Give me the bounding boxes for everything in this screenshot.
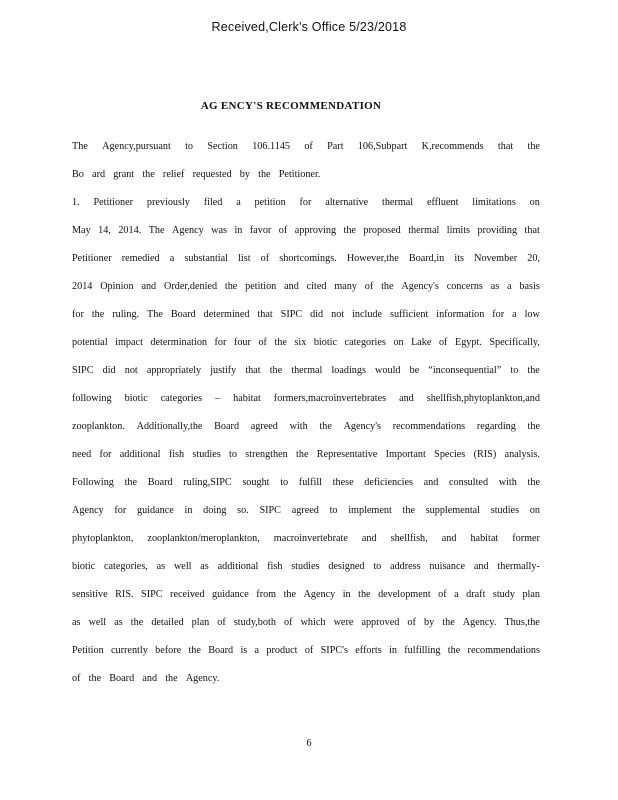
word: categories [344,337,386,348]
word: doing [203,505,227,516]
word: of [438,337,448,348]
word: Petitioner [72,253,112,264]
body-line [72,273,540,301]
word: former [512,533,540,544]
word: list [238,253,251,264]
body-line [72,441,540,469]
word: biotic [72,561,96,572]
body-line [72,581,540,609]
word: ruling. [112,309,140,320]
body-line [72,525,540,553]
word: SIPC [141,589,163,600]
word: zooplankton. [72,421,125,432]
word: consulted [449,477,489,488]
word: effluent [426,197,459,208]
word: with [498,477,517,488]
word: plan [191,617,210,628]
word: proposed [363,225,401,236]
word: habitat [233,393,261,404]
word: filed [203,197,223,208]
word: and [361,533,377,544]
word: the [319,421,332,432]
word: phytoplankton, [72,533,134,544]
word: as [200,561,209,572]
word: to [229,449,237,460]
word: for [114,505,127,516]
word: The [72,141,88,152]
word: additional [217,561,259,572]
word: recommendations [467,645,540,656]
word: detailed [151,617,184,628]
word: the [124,477,138,488]
word: and [441,533,457,544]
word: Bo [72,169,84,180]
word: was [211,225,227,236]
word: Agency [72,505,104,516]
word: of [260,253,270,264]
word: – [215,393,221,404]
word: additional [119,449,161,460]
word: 106,Subpart [357,141,408,152]
word: low [524,309,540,320]
word: by [239,169,250,180]
word: approving [294,225,337,236]
body-line [72,469,540,497]
word: The [148,225,165,236]
word: the [296,449,309,460]
word: Lake [411,337,432,348]
word: Order,denied [163,281,218,292]
word: The [147,309,163,320]
word: a [169,253,175,264]
word: before [155,645,182,656]
word: the [258,169,271,180]
word: ruling,SIPC [183,477,232,488]
word: and [423,477,439,488]
word: Following [72,477,114,488]
word: grant [113,169,135,180]
word: Egypt. [454,337,482,348]
word: “inconsequential” [428,365,502,376]
word: Petitioner. [278,169,321,180]
word: in [184,505,193,516]
word: that [524,225,540,236]
word: received [170,589,205,600]
word: from [256,589,277,600]
body-line [72,497,540,525]
word: shortcomings. [279,253,337,264]
section-heading: AG ENCY'S RECOMMENDATION [200,100,382,112]
word: determination [150,337,208,348]
body-line [72,133,540,161]
body-line [72,189,540,217]
word: SIPC [259,505,281,516]
word: regarding [476,421,516,432]
word: currently [111,645,148,656]
word: determined [203,309,250,320]
word: cited [306,281,327,292]
word: the [130,617,144,628]
word: petition [245,281,277,292]
body-line [72,329,540,357]
word: as [156,561,166,572]
word: as [490,281,500,292]
word: alternative [325,197,369,208]
word: Petition [72,645,104,656]
word: of [278,225,288,236]
word: May [72,225,91,236]
word: include [352,309,383,320]
word: fulfill [298,477,322,488]
word: efforts [355,645,382,656]
page-number: 6 [306,738,312,749]
word: of [258,337,267,348]
word: concerns [446,281,483,292]
word: to [510,365,519,376]
word: sufficient [390,309,429,320]
word: the [165,673,178,684]
word: nuisance [429,561,466,572]
word: on [529,197,540,208]
word: requested [192,169,232,180]
body-line [72,217,540,245]
word: biotic [313,337,338,348]
word: well [173,561,192,572]
word: of [217,617,226,628]
word: of [438,589,447,600]
word: impact [115,337,143,348]
word: studies [291,561,320,572]
word: following [72,393,112,404]
word: SIPC's [320,645,348,656]
body-line [72,161,540,189]
word: relief [162,169,185,180]
word: that [497,141,514,152]
word: be [409,365,420,376]
word: zooplankton/meroplankton, [147,533,260,544]
word: strengthen [245,449,288,460]
word: thermal [291,365,323,376]
word: for [72,309,84,320]
word: agreed [250,421,278,432]
word: However,the [346,253,399,264]
word: for [299,197,312,208]
word: sensitive [72,589,108,600]
word: product [266,645,298,656]
word: shellfish, [390,533,428,544]
word: RIS. [115,589,134,600]
word: a [507,281,512,292]
word: shellfish,phytoplankton,and [426,393,540,404]
word: favor [249,225,272,236]
word: categories [160,393,203,404]
word: thermal [408,225,440,236]
word: the [224,281,238,292]
document-body [72,133,540,693]
word: the [343,225,356,236]
word: SIPC [280,309,303,320]
word: the [188,645,201,656]
word: many [334,281,357,292]
word: Species [434,449,466,460]
word: Agency. [185,673,220,684]
word: 1. [72,197,80,208]
word: in [389,645,397,656]
word: and [141,281,157,292]
word: biotic [124,393,148,404]
word: as [114,617,123,628]
word: Specifically, [489,337,540,348]
word: agreed [291,505,319,516]
word: limits [446,225,471,236]
word: that [257,309,273,320]
word: the [402,505,415,516]
word: justify [210,365,237,376]
word: these [332,477,354,488]
word: 20, [527,253,540,264]
body-line [72,301,540,329]
word: limitations [472,197,516,208]
word: development [378,589,431,600]
word: Agency's [401,281,439,292]
word: the [447,645,461,656]
word: a [254,645,260,656]
word: so. [237,505,249,516]
word: to [329,505,338,516]
word: address [390,561,421,572]
word: Representative [316,449,378,460]
word: Board [208,645,234,656]
word: Agency,pursuant [102,141,171,152]
word: is [240,645,248,656]
word: of [304,141,313,152]
word: on [393,337,404,348]
word: information [436,309,485,320]
word: the [381,281,394,292]
body-line [72,609,540,637]
word: guidance [212,589,249,600]
word: the [442,617,455,628]
word: November [474,253,518,264]
word: Section [207,141,238,152]
word: a [454,589,459,600]
word: of [304,645,314,656]
word: petition [254,197,286,208]
word: a [512,309,517,320]
word: Board [214,421,240,432]
word: for [99,449,112,460]
word: the [527,421,540,432]
word: by [424,617,435,628]
word: 2014. [118,225,142,236]
word: studies [490,505,520,516]
word: implement [348,505,392,516]
word: were [333,617,354,628]
word: deficiencies [364,477,413,488]
word: Board,in [408,253,445,264]
word: that [245,365,261,376]
word: with [289,421,308,432]
word: studies [192,449,221,460]
word: supplemental [425,505,481,516]
word: well [88,617,107,628]
word: loadings [331,365,366,376]
word: of [364,281,374,292]
word: thermal [382,197,414,208]
word: Thus,the [504,617,540,628]
word: 2014 [72,281,93,292]
word: Agency. [462,617,497,628]
word: and [399,393,414,404]
word: 106.1145 [252,141,291,152]
word: Important [385,449,426,460]
word: in [234,225,243,236]
word: and [284,281,299,292]
word: and [142,673,158,684]
word: fish [168,449,185,460]
word: of [284,617,293,628]
word: not [124,365,138,376]
word: would [375,365,401,376]
body-line [72,553,540,581]
word: approved [361,617,400,628]
word: K,recommends [421,141,484,152]
word: Agency's [343,421,382,432]
word: basis [519,281,540,292]
word: to [373,561,382,572]
word: sought [242,477,270,488]
body-line [72,665,540,693]
word: study,both [233,617,276,628]
word: which [300,617,326,628]
word: thermally- [497,561,540,572]
word: the [527,477,540,488]
word: did [310,309,324,320]
word: the [527,141,540,152]
word: of [407,617,416,628]
word: habitat [470,533,499,544]
word: the [527,365,540,376]
word: of [72,673,81,684]
word: potential [72,337,108,348]
word: four [233,337,251,348]
word: formers,macroinvertebrates [273,393,387,404]
word: for [492,309,505,320]
word: fish [267,561,283,572]
word: the [283,589,297,600]
body-line [72,385,540,413]
word: Opinion [100,281,134,292]
body-line [72,637,540,665]
word: Petitioner [93,197,134,208]
word: in [342,589,351,600]
word: Part [327,141,344,152]
word: plan [522,589,540,600]
word: macroinvertebrate [273,533,348,544]
word: providing [477,225,518,236]
word: draft [466,589,486,600]
body-line [72,245,540,273]
word: analysis. [504,449,540,460]
word: the [274,337,287,348]
word: did [102,365,116,376]
word: Board [147,477,173,488]
word: the [358,589,371,600]
word: ard [92,169,106,180]
word: recommendations [392,421,466,432]
word: as [72,617,81,628]
body-line [72,357,540,385]
word: for [214,337,227,348]
word: on [529,505,540,516]
word: Agency [172,225,204,236]
word: remedied [121,253,160,264]
word: SIPC [72,365,94,376]
word: designed [328,561,365,572]
word: six [294,337,307,348]
word: study [492,589,515,600]
word: 14, [98,225,111,236]
word: not [331,309,345,320]
word: previously [146,197,190,208]
word: Agency [303,589,336,600]
word: guidance [137,505,174,516]
word: appropriately [146,365,202,376]
word: to [185,141,194,152]
word: the [269,365,283,376]
word: fulfilling [404,645,441,656]
word: (RIS) [473,449,497,460]
word: and [473,561,489,572]
word: Board [170,309,196,320]
received-stamp: Received,Clerk's Office 5/23/2018 [211,20,407,34]
word: the [91,309,105,320]
word: need [72,449,92,460]
word: Board [109,673,135,684]
word: the [142,169,155,180]
word: to [280,477,289,488]
word: categories, [104,561,148,572]
word: Additionally,the [136,421,203,432]
word: substantial [184,253,228,264]
body-line [72,413,540,441]
word: its [454,253,464,264]
word: the [88,673,102,684]
word: a [236,197,241,208]
